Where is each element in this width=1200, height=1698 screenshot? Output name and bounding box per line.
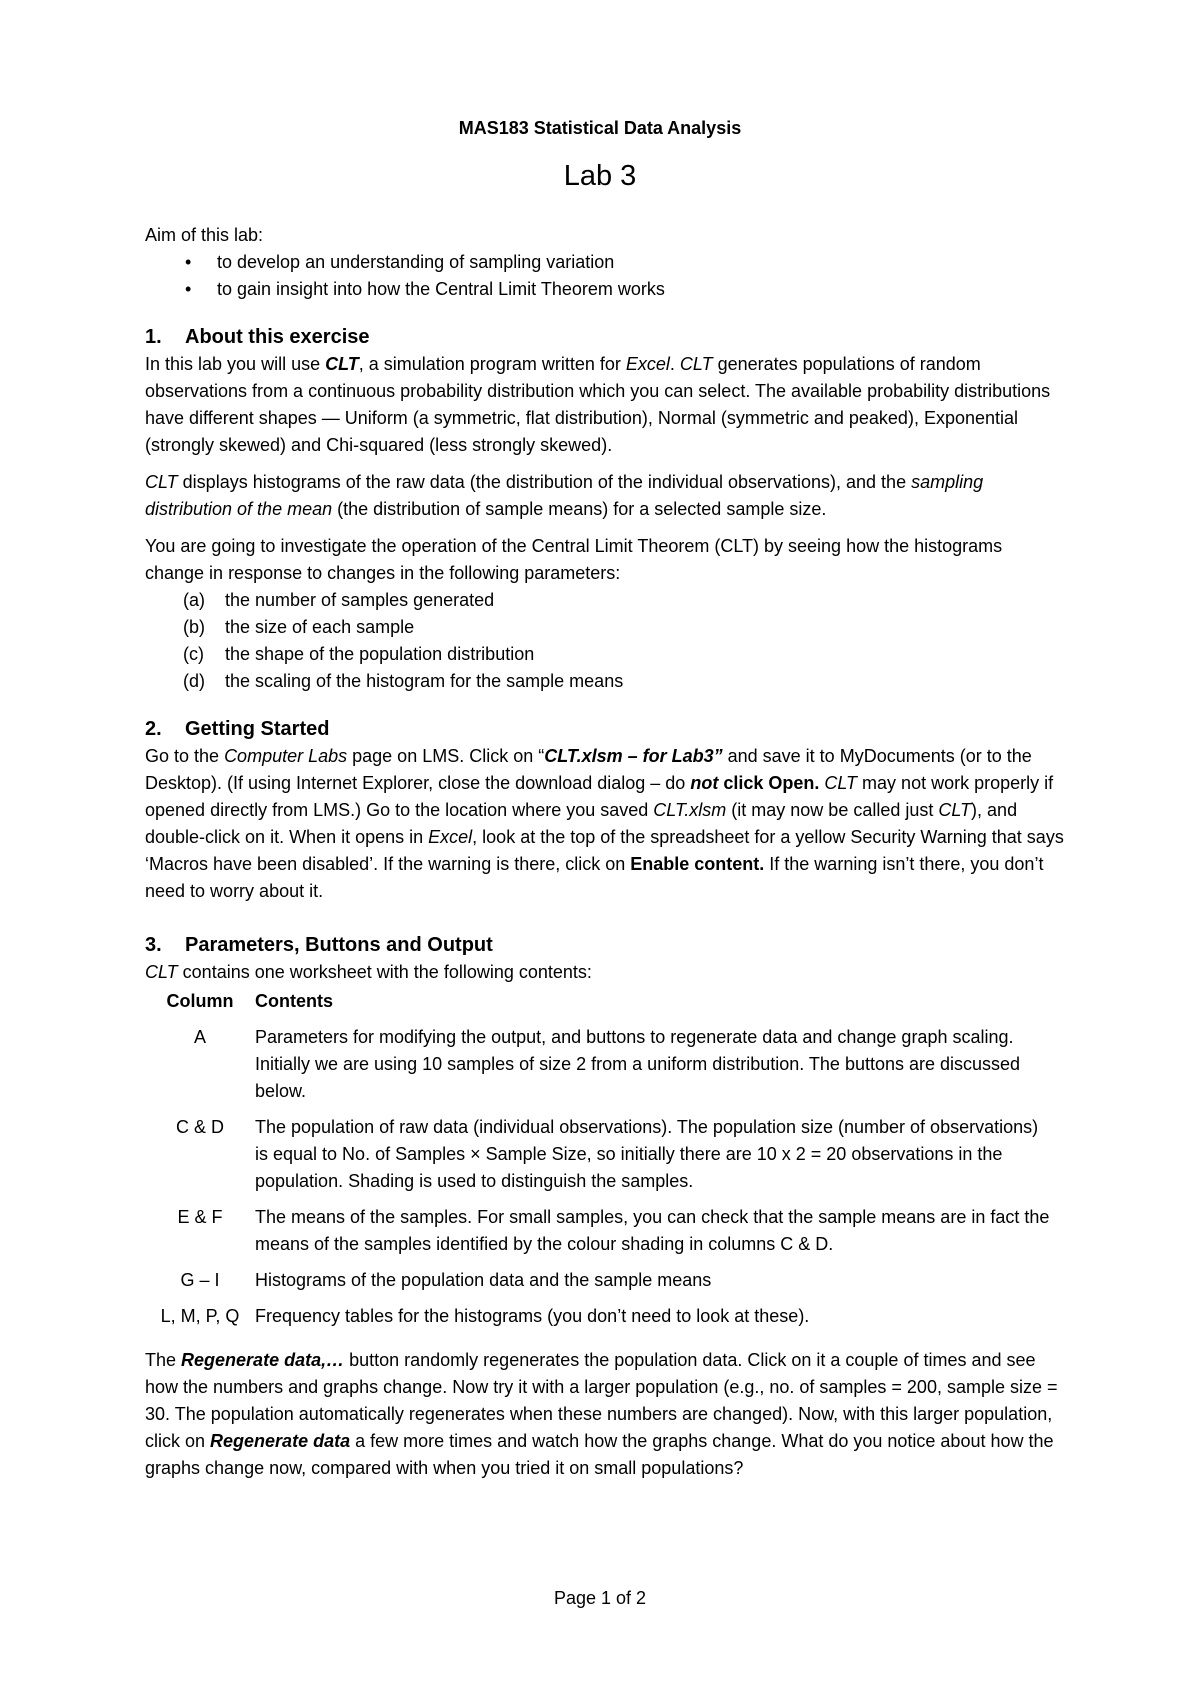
table-cell: L, M, P, Q [160,1306,240,1326]
parameter-item: (a) the number of samples generated [183,590,495,610]
table-cell: A [193,1027,206,1047]
section-2-heading [145,715,1065,743]
aim-item-text: to develop an understanding of sampling variation [217,252,615,272]
table-row [145,1204,1055,1267]
table-row [145,1267,1055,1303]
section-number: 3. [145,934,162,956]
lab-title: Lab 3 [563,160,637,192]
table-cell: G – I [180,1270,220,1290]
section-title: Getting Started [185,718,330,740]
course-title: MAS183 Statistical Data Analysis [458,118,742,138]
column-header: Contents [255,991,333,1011]
document-body [145,222,1065,1492]
aim-item-text: to gain insight into how the Central Limit Theorem works [217,279,665,299]
bullet-icon: • [185,252,192,272]
table-row [145,1024,1055,1114]
parameter-item: (c) the shape of the population distribution [183,644,535,664]
aim-item [145,276,1065,303]
section-3-heading [145,931,1065,959]
parameter-item: (d) the scaling of the histogram for the sample means [183,671,624,691]
column-header: Column [166,991,234,1011]
table-cell: E & F [177,1207,223,1227]
table-row [145,1303,1055,1339]
section-3-intro: CLT contains one worksheet with the following contents: [145,962,592,982]
aim-list [145,249,1065,303]
section-2-paragraph: Go to the Computer Labs page on LMS. Click on “CLT.xlsm – for Lab3” and save it to MyDocuments (or to the Desktop). (If using Internet Explorer, close the download dialog – do not click Open. CLT may not work properly if opened directly from LMS.) Go to the location where you saved CLT.xlsm (it may now be called just CLT), and double-click on it. When it opens in Excel, look at the top of the spreadsheet for a yellow Security Warning that says ‘Macros have been disabled’. If the warning is there, click on Enable content. If the warning isn’t there, you don’t need to worry about it. [145,746,1064,901]
table-row [145,1114,1055,1204]
section-1-paragraph-1: In this lab you will use CLT, a simulation program written for Excel. CLT generates populations of random observations from a continuous probability distribution which you can select. The available probability distributions have different shapes — Uniform (a symmetric, flat distribution), Normal (symmetric and peaked), Exponential (strongly skewed) and Chi-squared (less strongly skewed). [145,354,1051,455]
parameter-item: (b) the size of each sample [183,617,415,637]
aim-label: Aim of this lab: [145,225,264,245]
section-title: Parameters, Buttons and Output [185,934,493,956]
table-cell: Parameters for modifying the output, and buttons to regenerate data and change graph scaling. Initially we are using 10 samples of size 2 from a uniform distribution. The buttons are discussed below. [255,1027,1021,1101]
section-1-paragraph-2: CLT displays histograms of the raw data (the distribution of the individual observations), and the sampling distribution of the mean (the distribution of sample means) for a selected sample size. [145,472,984,519]
table-cell: Histograms of the population data and the sample means [255,1270,712,1290]
table-cell: C & D [175,1117,224,1137]
parameter-list [145,587,1065,695]
bullet-icon: • [185,279,192,299]
section-title: About this exercise [185,326,370,348]
section-3-closing: The Regenerate data,… button randomly regenerates the population data. Click on it a couple of times and see how the numbers and graphs change. Now try it with a larger population (e.g., no. of samples = 200, sample size = 30. The population automatically regenerates when these numbers are changed). Now, with this larger population, click on Regenerate data a few more times and watch how the graphs change. What do you notice about how the graphs change now, compared with when you tried it on small populations? [145,1350,1058,1478]
aim-item [145,249,1065,276]
contents-table [145,988,1055,1339]
section-number: 2. [145,718,162,740]
table-cell: The means of the samples. For small samples, you can check that the sample means are in fact the means of the samples identified by the colour shading in columns C & D. [255,1207,1050,1254]
table-header-row [145,988,1055,1024]
table-cell: The population of raw data (individual observations). The population size (number of observations) is equal to No. of Samples × Sample Size, so initially there are 10 x 2 = 20 observations in the population. Shading is used to distinguish the samples. [255,1117,1039,1191]
section-number: 1. [145,326,162,348]
table-cell: Frequency tables for the histograms (you don’t need to look at these). [255,1306,810,1326]
section-1-paragraph-3: You are going to investigate the operation of the Central Limit Theorem (CLT) by seeing how the histograms change in response to changes in the following parameters: [145,536,1003,583]
page-number: Page 1 of 2 [553,1588,647,1608]
section-1-heading [145,323,1065,351]
